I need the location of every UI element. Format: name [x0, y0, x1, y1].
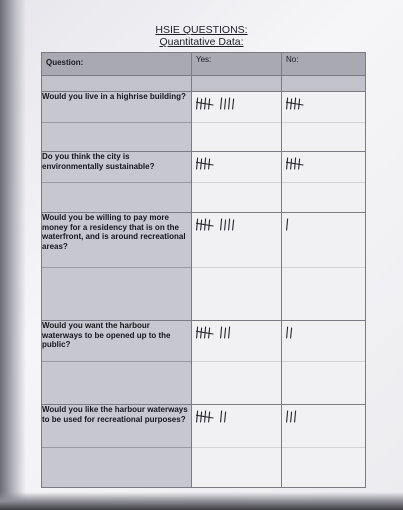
tally-stroke: [201, 412, 202, 422]
tally-drawing: [286, 96, 312, 112]
tally-stroke: [229, 219, 230, 230]
tally-stroke: [201, 328, 202, 338]
no-tally-cell: [282, 321, 366, 405]
question-cell: [42, 405, 192, 488]
scan-shadow-left: [0, 0, 26, 510]
yes-tally-cell: [192, 92, 282, 152]
yes-tally-cell: [192, 405, 282, 488]
tally-stroke: [221, 327, 222, 338]
question-text: Would you live in a highrise building?: [42, 92, 186, 101]
tally-stroke: [233, 99, 234, 109]
tally-drawing: [196, 156, 222, 172]
tally-stroke: [221, 98, 222, 109]
question-text: Would you want the harbour waterways to be opened up to the public?: [42, 321, 171, 349]
table-row: [42, 405, 366, 488]
no-tally-marks: [286, 409, 312, 425]
tally-stroke: [225, 328, 226, 338]
document-title: HSIE QUESTIONS:: [155, 24, 248, 36]
yes-column-header: Yes:: [192, 53, 282, 76]
tally-stroke: [291, 328, 292, 338]
table-row: [42, 321, 366, 405]
tally-stroke: [291, 159, 292, 169]
tally-stroke: [221, 411, 222, 422]
question-text: Would you be willing to pay more money for a residency that is on the waterfront, and is around recreational areas?: [42, 213, 186, 251]
question-cell: [42, 92, 192, 152]
tally-drawing: [286, 217, 312, 233]
tally-drawing: [196, 217, 248, 233]
tally-stroke: [197, 98, 198, 109]
tally-drawing: [196, 96, 248, 112]
no-tally-marks: [286, 156, 312, 172]
yes-tally-marks: [196, 409, 248, 425]
tally-stroke: [287, 411, 288, 422]
question-text: Do you think the city is environmentally sustainable?: [42, 152, 155, 171]
table-row: [42, 213, 366, 321]
tally-stroke: [197, 411, 198, 422]
tally-stroke: [201, 220, 202, 230]
yes-tally-marks: [196, 325, 248, 341]
header-band-row: [42, 76, 366, 92]
yes-tally-marks: [196, 156, 222, 172]
tally-stroke: [287, 219, 288, 230]
no-tally-cell: [282, 213, 366, 321]
tally-stroke: [225, 412, 226, 422]
tally-stroke: [197, 158, 198, 169]
yes-tally-cell: [192, 321, 282, 405]
tally-drawing: [286, 156, 312, 172]
document-subtitle: Quantitative Data:: [159, 36, 244, 48]
tally-stroke: [291, 412, 292, 422]
tally-drawing: [286, 409, 312, 425]
table-row: [42, 152, 366, 213]
band-cell: [192, 76, 282, 92]
question-cell: [42, 152, 192, 213]
tally-stroke: [291, 99, 292, 109]
tally-drawing: [196, 409, 248, 425]
no-tally-cell: [282, 92, 366, 152]
question-cell: [42, 321, 192, 405]
questionnaire-table: [41, 52, 366, 488]
tally-stroke: [229, 98, 230, 109]
question-cell: [42, 213, 192, 321]
tally-stroke: [197, 219, 198, 230]
tally-stroke: [229, 327, 230, 338]
question-text: Would you like the harbour waterways to be used for recreational purposes?: [42, 405, 188, 424]
no-tally-marks: [286, 96, 312, 112]
table-header-row: [42, 53, 366, 76]
no-tally-cell: [282, 152, 366, 213]
yes-tally-marks: [196, 217, 248, 233]
tally-stroke: [233, 220, 234, 230]
tally-stroke: [197, 327, 198, 338]
tally-drawing: [286, 325, 312, 341]
no-tally-cell: [282, 405, 366, 488]
tally-stroke: [295, 411, 296, 422]
yes-tally-cell: [192, 152, 282, 213]
tally-stroke: [201, 159, 202, 169]
tally-stroke: [225, 99, 226, 109]
tally-stroke: [225, 220, 226, 230]
no-column-header: No:: [282, 53, 366, 76]
band-cell: [42, 76, 192, 92]
no-tally-marks: [286, 217, 312, 233]
tally-stroke: [287, 327, 288, 338]
tally-drawing: [196, 325, 248, 341]
table-row: [42, 92, 366, 152]
tally-stroke: [201, 99, 202, 109]
band-cell: [282, 76, 366, 92]
yes-tally-cell: [192, 213, 282, 321]
question-column-header: Question:: [42, 53, 192, 76]
scan-shadow-bottom: [0, 492, 403, 510]
no-tally-marks: [286, 325, 312, 341]
yes-tally-marks: [196, 96, 248, 112]
tally-stroke: [287, 98, 288, 109]
tally-stroke: [221, 219, 222, 230]
tally-stroke: [287, 158, 288, 169]
